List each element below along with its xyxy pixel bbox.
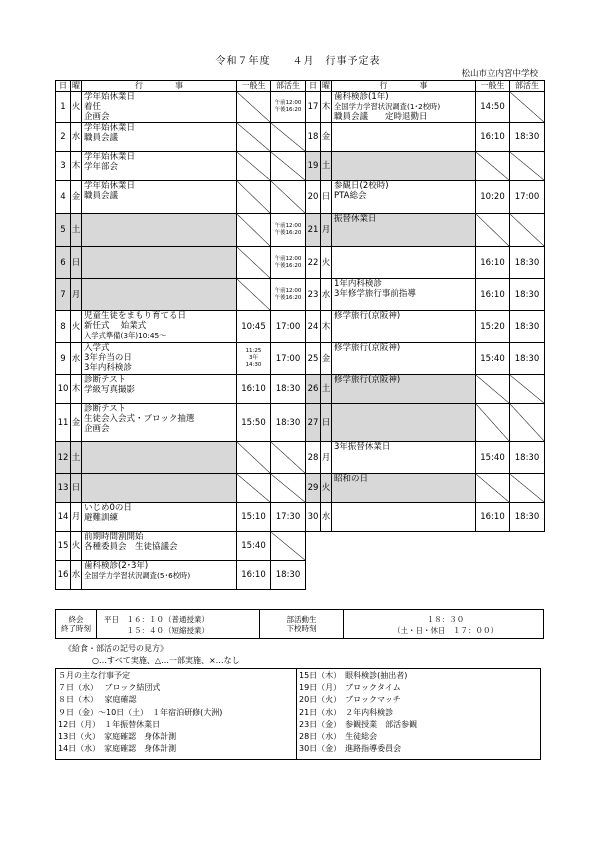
general-time-cell xyxy=(476,152,510,181)
plan-item: 14日（水） 家庭確認 身体計測 xyxy=(58,744,177,754)
event-cell xyxy=(82,532,237,561)
weekday-cell: 水 xyxy=(71,561,82,590)
day-cell: 6 xyxy=(56,247,71,279)
club-dismissal-label: 部活動生 下校時刻 xyxy=(259,610,344,638)
weekday-cell: 土 xyxy=(321,375,332,404)
plan-item: 20日（火） ブロックマッチ xyxy=(299,695,401,705)
event-item: 診断テスト xyxy=(84,404,127,414)
club-time-cell xyxy=(271,474,306,503)
weekday-normal: 平日 １６：１０（普通授業） xyxy=(104,615,209,624)
table-row xyxy=(56,279,545,311)
weekday-cell: 木 xyxy=(321,311,332,343)
club-holiday-time: （土・日・休日 １７：００） xyxy=(393,626,498,635)
general-time-cell: 15:20 xyxy=(476,311,510,343)
table-row xyxy=(56,503,545,532)
event-item: PTA総会 xyxy=(334,191,367,201)
event-item: 学年始休業日 xyxy=(84,152,136,162)
empty-cell xyxy=(306,532,321,561)
club-time-cell: 18:30 xyxy=(271,404,306,442)
event-cell xyxy=(332,404,476,442)
day-cell: 4 xyxy=(56,181,71,214)
school-name: 松山市立内宮中学校 xyxy=(461,69,538,79)
general-time-cell: 10:20 xyxy=(476,181,510,214)
empty-cell xyxy=(510,561,545,590)
event-item: 全国学力学習状況調査(5･6校時) xyxy=(84,571,191,580)
table-row xyxy=(56,123,545,152)
event-cell xyxy=(82,92,237,123)
weekday-times xyxy=(104,614,209,636)
empty-cell xyxy=(321,532,332,561)
day-cell: 29 xyxy=(306,474,321,503)
event-item: 学年始休業日 xyxy=(84,181,136,191)
day-cell: 3 xyxy=(56,152,71,181)
day-cell: 30 xyxy=(306,503,321,532)
day-cell: 26 xyxy=(306,375,321,404)
header-event: 行 事 xyxy=(332,81,476,92)
event-item: 学年始休業日 xyxy=(84,123,136,133)
header-dow: 曜 xyxy=(322,81,330,90)
weekday-cell: 土 xyxy=(71,214,82,247)
event-item: 1年内科検診 xyxy=(334,279,382,289)
empty-cell xyxy=(321,561,332,590)
table-row xyxy=(56,152,545,181)
header-day: 日 xyxy=(306,81,321,92)
event-cell xyxy=(82,404,237,442)
event-item: 3年振替休業日 xyxy=(334,442,391,452)
plan-left-column xyxy=(58,670,222,755)
event-item: 3年弁当の日 xyxy=(84,353,132,363)
day-cell: 24 xyxy=(306,311,321,343)
weekday-cell: 水 xyxy=(71,343,82,375)
event-cell xyxy=(332,214,476,247)
general-time-cell xyxy=(237,152,271,181)
day-cell: 14 xyxy=(56,503,71,532)
general-time-cell xyxy=(237,92,271,123)
plan-item: 30日（金） 進路指導委員会 xyxy=(299,744,402,754)
general-time-cell: 16:10 xyxy=(476,247,510,279)
event-item: 全国学力学習状況調査(1･2校時) xyxy=(334,102,441,111)
header-general: 一般生 xyxy=(476,81,510,92)
weekday-cell: 月 xyxy=(321,214,332,247)
club-time-cell xyxy=(510,214,545,247)
table-row xyxy=(56,92,545,123)
day-cell: 23 xyxy=(306,279,321,311)
event-item: 振替休業日 xyxy=(334,214,377,224)
event-cell xyxy=(82,279,237,311)
club-time-cell xyxy=(271,152,306,181)
club-weekday-time: １８：３０ xyxy=(426,615,465,624)
event-cell xyxy=(82,152,237,181)
general-time-cell xyxy=(237,442,271,474)
general-time-cell: 16:10 xyxy=(476,279,510,311)
club-time-cell xyxy=(271,181,306,214)
weekday-cell: 月 xyxy=(321,442,332,474)
general-time-cell: 15:40 xyxy=(476,442,510,474)
event-item: 学年部会 xyxy=(84,162,119,172)
event-item: 入学式準備(3年)10:45～ xyxy=(84,331,167,340)
club-time-cell: 17:00 xyxy=(271,343,306,375)
header-club: 部活生 xyxy=(271,81,306,92)
plan-item: ８日（木） 家庭確認 xyxy=(58,695,137,705)
club-time-cell: 午前12:00 午後16:20 xyxy=(271,279,306,311)
club-time-cell xyxy=(271,532,306,561)
general-time-cell xyxy=(237,181,271,214)
weekday-cell: 月 xyxy=(71,503,82,532)
event-item: 昭和の日 xyxy=(334,474,369,484)
plan-item: ５月の主な行事予定 xyxy=(58,671,130,680)
event-item: 修学旅行(京阪神) xyxy=(334,343,401,353)
event-item: 修学旅行(京阪神) xyxy=(334,311,401,321)
event-cell xyxy=(332,92,476,123)
club-time-cell: 18:30 xyxy=(271,375,306,404)
table-row xyxy=(56,375,545,404)
general-time-cell xyxy=(237,123,271,152)
weekday-cell: 水 xyxy=(71,123,82,152)
weekday-cell: 木 xyxy=(71,375,82,404)
plan-item: 23日（金） 参観授業 部活参観 xyxy=(299,719,418,729)
event-item: 歯科検診(2･3年) xyxy=(84,561,149,571)
event-item: 3年内科検診 xyxy=(84,363,132,373)
event-item: いじめ0の日 xyxy=(84,503,132,513)
general-time-cell: 16:10 xyxy=(237,561,271,590)
day-cell: 2 xyxy=(56,123,71,152)
club-time-cell: 午前12:00 午後16:20 xyxy=(271,214,306,247)
club-time-cell xyxy=(510,152,545,181)
general-time-cell xyxy=(237,214,271,247)
plan-item: ９日（金）～10日（土） １年宿泊研修(大洲) xyxy=(58,707,223,717)
club-time-cell: 18:30 xyxy=(510,123,545,152)
table-row xyxy=(56,311,545,343)
weekday-cell: 日 xyxy=(71,474,82,503)
next-month-plan xyxy=(55,668,541,760)
day-cell: 15 xyxy=(56,532,71,561)
event-cell xyxy=(82,375,237,404)
weekday-cell: 火 xyxy=(321,474,332,503)
weekday-cell: 火 xyxy=(71,311,82,343)
event-cell xyxy=(332,181,476,214)
plan-item: 12日（月） １年振替休業日 xyxy=(58,719,161,729)
table-row xyxy=(56,404,545,442)
weekday-cell: 日 xyxy=(321,404,332,442)
club-time-cell: 17:00 xyxy=(510,181,545,214)
empty-cell xyxy=(476,532,510,561)
club-time-cell: 17:30 xyxy=(271,503,306,532)
general-time-cell xyxy=(476,214,510,247)
event-item: 着任 xyxy=(84,102,102,112)
event-item: 新任式 始業式 xyxy=(84,321,147,331)
club-time-cell xyxy=(510,474,545,503)
weekday-short: １５：４０（短縮授業） xyxy=(104,626,209,635)
page-title: 令和７年度 ４月 行事予定表 xyxy=(215,56,381,67)
event-cell xyxy=(332,311,476,343)
general-time-cell: 14:50 xyxy=(476,92,510,123)
table-row xyxy=(56,181,545,214)
event-item: 修学旅行(京阪神) xyxy=(334,375,401,385)
club-time-cell: 17:00 xyxy=(271,311,306,343)
table-row xyxy=(56,561,545,590)
general-time-cell: 15:50 xyxy=(237,404,271,442)
general-time-cell xyxy=(476,404,510,442)
event-item: 入学式 xyxy=(84,343,110,353)
event-item: 企画会 xyxy=(84,112,110,122)
empty-cell xyxy=(306,561,321,590)
plan-item: 15日（木） 眼科検診(抽出者) xyxy=(299,671,408,680)
plan-divider xyxy=(296,669,297,759)
event-item: 避難訓練 xyxy=(84,513,119,523)
event-item: 診断テスト xyxy=(84,375,127,385)
event-cell xyxy=(332,442,476,474)
event-cell xyxy=(82,442,237,474)
general-time-cell: 15:10 xyxy=(237,503,271,532)
empty-cell xyxy=(476,561,510,590)
event-cell xyxy=(82,247,237,279)
general-time-cell: 11:25 3年 14:30 xyxy=(237,343,271,375)
event-item: 企画会 xyxy=(84,424,110,434)
general-time-cell: 16:10 xyxy=(476,503,510,532)
empty-cell xyxy=(332,561,476,590)
club-time-cell: 18:30 xyxy=(271,561,306,590)
general-time-cell: 16:10 xyxy=(476,123,510,152)
header-general: 一般生 xyxy=(237,81,271,92)
header-dow: 曜 xyxy=(72,81,80,90)
plan-item: ７日（水） ブロック結団式 xyxy=(58,683,161,693)
event-cell xyxy=(82,503,237,532)
event-cell xyxy=(332,375,476,404)
event-cell xyxy=(82,343,237,375)
weekday-cell: 水 xyxy=(321,279,332,311)
schedule-table xyxy=(55,80,545,590)
club-time-cell: 18:30 xyxy=(510,247,545,279)
weekday-cell: 土 xyxy=(321,152,332,181)
header-day: 日 xyxy=(56,81,71,92)
plan-item: 28日（水） 生徒総会 xyxy=(299,731,378,741)
general-time-cell xyxy=(476,375,510,404)
legend-body: ○…すべて実施、△…一部実施、×…なし xyxy=(92,656,240,665)
event-cell xyxy=(332,474,476,503)
weekday-cell: 金 xyxy=(321,123,332,152)
empty-cell xyxy=(510,532,545,561)
event-cell xyxy=(332,247,476,279)
event-cell xyxy=(82,561,237,590)
club-time-cell xyxy=(271,442,306,474)
weekday-cell: 水 xyxy=(321,503,332,532)
table-row xyxy=(56,474,545,503)
day-cell: 12 xyxy=(56,442,71,474)
weekday-cell: 月 xyxy=(71,279,82,311)
event-item: 各種委員会 生徒協議会 xyxy=(84,542,178,552)
table-row xyxy=(56,532,545,561)
table-header-row xyxy=(56,81,545,92)
day-cell: 19 xyxy=(306,152,321,181)
day-cell: 5 xyxy=(56,214,71,247)
club-times xyxy=(346,614,545,636)
weekday-cell: 金 xyxy=(71,181,82,214)
day-cell: 17 xyxy=(306,92,321,123)
event-cell xyxy=(82,311,237,343)
day-cell: 21 xyxy=(306,214,321,247)
day-cell: 1 xyxy=(56,92,71,123)
event-cell xyxy=(332,343,476,375)
event-cell xyxy=(332,152,476,181)
club-time-cell: 18:30 xyxy=(510,442,545,474)
event-cell xyxy=(82,123,237,152)
club-time-cell xyxy=(510,375,545,404)
day-cell: 8 xyxy=(56,311,71,343)
dismissal-label: 終会 終了時刻 xyxy=(56,610,97,638)
general-time-cell xyxy=(476,474,510,503)
weekday-cell: 火 xyxy=(71,532,82,561)
club-time-cell: 午前12:00 午後16:20 xyxy=(271,247,306,279)
general-time-cell xyxy=(237,247,271,279)
general-time-cell: 15:40 xyxy=(476,343,510,375)
general-time-cell xyxy=(237,474,271,503)
general-time-cell xyxy=(237,279,271,311)
general-time-cell: 16:10 xyxy=(237,375,271,404)
event-item: 参観日(2校時) xyxy=(334,181,389,191)
header-event: 行 事 xyxy=(82,81,237,92)
weekday-cell: 金 xyxy=(71,404,82,442)
club-time-cell: 18:30 xyxy=(510,503,545,532)
event-cell xyxy=(82,214,237,247)
day-cell: 22 xyxy=(306,247,321,279)
table-row xyxy=(56,343,545,375)
weekday-cell: 金 xyxy=(321,343,332,375)
table-row xyxy=(56,214,545,247)
event-item: 学年始休業日 xyxy=(84,92,136,102)
dismissal-times xyxy=(55,609,544,639)
event-item: 職員会議 xyxy=(84,133,119,143)
day-cell: 20 xyxy=(306,181,321,214)
day-cell: 7 xyxy=(56,279,71,311)
header-club: 部活生 xyxy=(510,81,545,92)
weekday-cell: 木 xyxy=(71,152,82,181)
day-cell: 11 xyxy=(56,404,71,442)
weekday-cell: 木 xyxy=(321,92,332,123)
table-row xyxy=(56,442,545,474)
weekday-cell: 土 xyxy=(71,442,82,474)
event-item: 前期時間割開始 xyxy=(84,532,144,542)
club-time-cell: 18:30 xyxy=(510,343,545,375)
event-item: 3年修学旅行事前指導 xyxy=(334,289,416,299)
event-item: 学級写真撮影 xyxy=(84,385,136,395)
weekday-cell: 火 xyxy=(321,247,332,279)
event-item: 歯科検診(1年) xyxy=(334,92,389,102)
day-cell: 16 xyxy=(56,561,71,590)
plan-item: 21日（水） ２年内科検診 xyxy=(299,707,394,717)
club-time-cell: 18:30 xyxy=(510,279,545,311)
club-time-cell xyxy=(510,404,545,442)
table-row xyxy=(56,247,545,279)
day-cell: 25 xyxy=(306,343,321,375)
day-cell: 27 xyxy=(306,404,321,442)
event-cell xyxy=(332,279,476,311)
weekday-cell: 日 xyxy=(71,247,82,279)
day-cell: 9 xyxy=(56,343,71,375)
event-item: 生徒会入会式・ブロック抽選 xyxy=(84,414,195,424)
general-time-cell: 15:40 xyxy=(237,532,271,561)
day-cell: 10 xyxy=(56,375,71,404)
event-cell xyxy=(332,123,476,152)
empty-cell xyxy=(332,532,476,561)
plan-item: 19日（月） ブロックタイム xyxy=(299,683,401,693)
event-item: 職員会議 定時退勤日 xyxy=(334,112,428,122)
plan-right-column xyxy=(299,670,417,755)
weekday-cell: 日 xyxy=(321,181,332,214)
day-cell: 18 xyxy=(306,123,321,152)
club-time-cell xyxy=(271,123,306,152)
day-cell: 13 xyxy=(56,474,71,503)
event-item: 児童生徒をまもり育てる日 xyxy=(84,311,187,321)
event-cell xyxy=(332,503,476,532)
event-cell xyxy=(82,181,237,214)
plan-item: 13日（火） 家庭確認 身体計測 xyxy=(58,731,177,741)
club-time-cell: 18:30 xyxy=(510,311,545,343)
legend-title: 《給食・部活の記号の見方》 xyxy=(64,644,168,653)
day-cell: 28 xyxy=(306,442,321,474)
club-time-cell: 午前12:00 午後16:20 xyxy=(271,92,306,123)
weekday-cell: 火 xyxy=(71,92,82,123)
event-item: 職員会議 xyxy=(84,191,119,201)
general-time-cell: 10:45 xyxy=(237,311,271,343)
club-time-cell xyxy=(510,92,545,123)
event-cell xyxy=(82,474,237,503)
